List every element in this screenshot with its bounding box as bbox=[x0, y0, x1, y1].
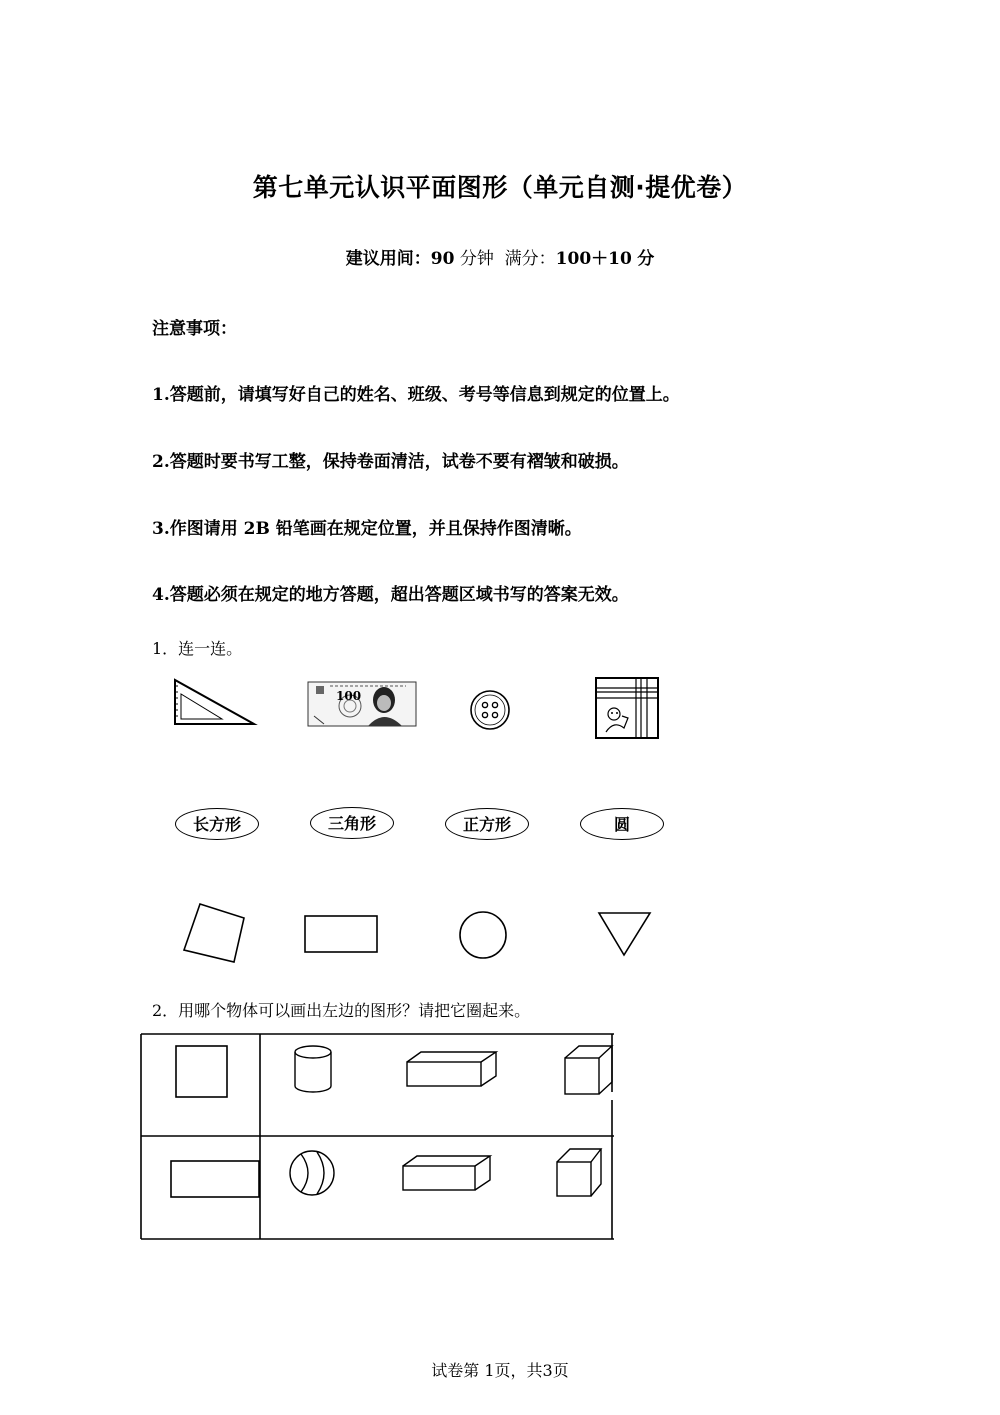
banknote-value: 100 bbox=[336, 689, 362, 703]
shape-name-oval: 三角形 bbox=[310, 807, 394, 839]
time-value: 90 bbox=[430, 249, 455, 269]
handkerchief-icon bbox=[594, 676, 660, 740]
page-footer: 试卷第 1页，共3页 bbox=[431, 1361, 569, 1380]
tilted-square-icon bbox=[180, 900, 250, 966]
cube-icon bbox=[554, 1146, 604, 1200]
question-1-label: 1．连一连。 bbox=[152, 639, 243, 658]
circle-icon bbox=[457, 909, 509, 961]
target-square-icon bbox=[173, 1043, 231, 1099]
banknote-icon bbox=[306, 680, 418, 728]
ball-icon bbox=[287, 1148, 337, 1198]
notes-heading: 注意事项： bbox=[152, 319, 237, 339]
cuboid-icon bbox=[404, 1050, 500, 1090]
question-2-label: 2．用哪个物体可以画出左边的图形？请把它圈起来。 bbox=[152, 1001, 531, 1020]
score-label: 满分： bbox=[504, 249, 556, 269]
shape-name-oval: 长方形 bbox=[175, 808, 259, 840]
note-item: 1.答题前，请填写好自己的姓名、班级、考号等信息到规定的位置上。 bbox=[152, 385, 680, 405]
target-rectangle-icon bbox=[168, 1158, 262, 1200]
triangle-ruler-icon bbox=[172, 678, 258, 728]
score-value: 100＋10 bbox=[555, 249, 632, 269]
shape-name-oval: 正方形 bbox=[445, 808, 529, 840]
exam-info bbox=[0, 244, 1000, 269]
time-unit: 分钟 bbox=[459, 249, 494, 269]
cuboid-icon bbox=[400, 1154, 494, 1194]
score-unit: 分 bbox=[637, 249, 655, 269]
page-title: 第七单元认识平面图形（单元自测·提优卷） bbox=[252, 173, 748, 202]
note-item: 4.答题必须在规定的地方答题，超出答题区域书写的答案无效。 bbox=[152, 585, 629, 605]
rectangle-icon bbox=[303, 914, 381, 954]
shape-name-oval: 圆 bbox=[580, 808, 664, 840]
note-item: 2.答题时要书写工整，保持卷面清洁，试卷不要有褶皱和破损。 bbox=[152, 452, 629, 472]
note-item: 3.作图请用 2B 铅笔画在规定位置，并且保持作图清晰。 bbox=[152, 519, 582, 539]
cylinder-icon bbox=[292, 1044, 336, 1096]
inverted-triangle-icon bbox=[596, 910, 654, 958]
button-icon bbox=[468, 688, 512, 732]
time-label: 建议用间： bbox=[345, 249, 431, 269]
cube-icon bbox=[562, 1044, 614, 1098]
